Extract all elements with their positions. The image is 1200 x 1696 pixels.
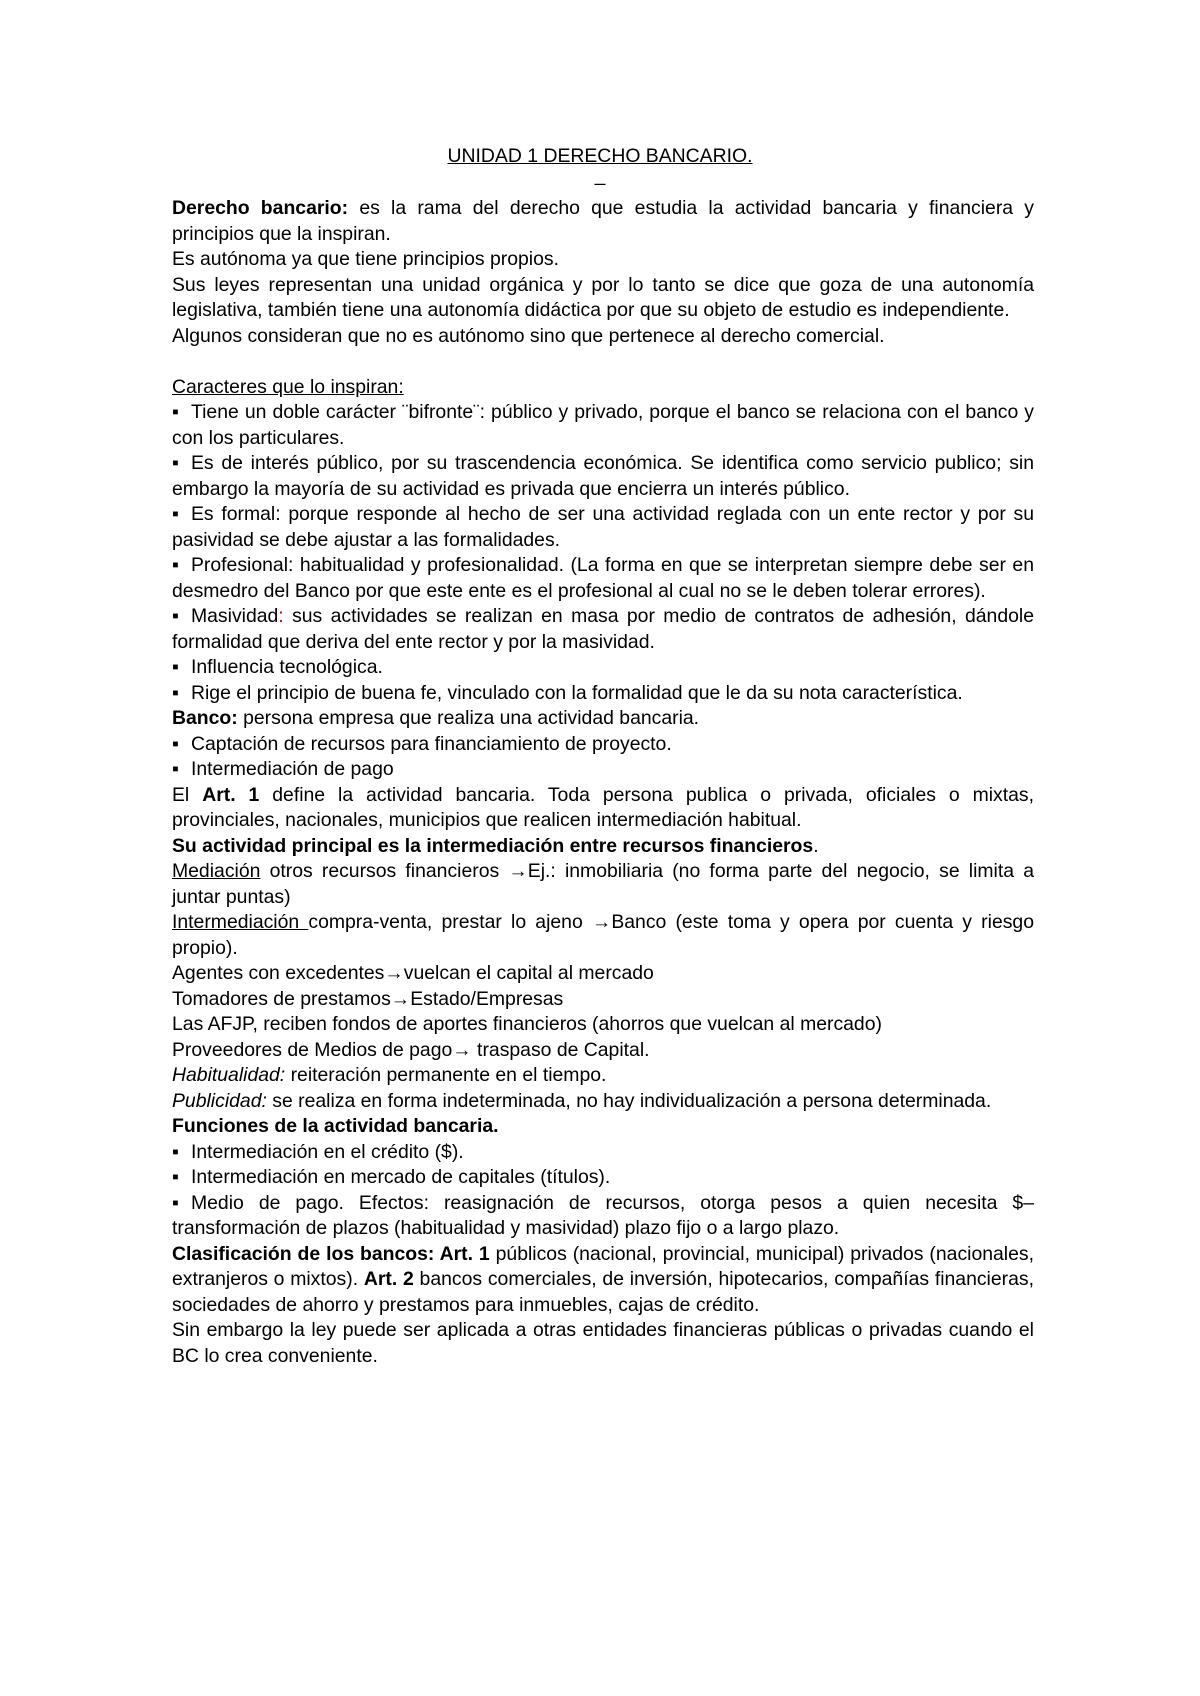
publicidad-line: Publicidad: se realiza en forma indeterminada, no hay individualización a persona determinada.	[172, 1089, 992, 1112]
list-item: ▪ Intermediación en el crédito ($).	[172, 1140, 1034, 1166]
list-item: ▪ Intermediación en mercado de capitales (títulos).	[172, 1165, 1034, 1191]
art1-paragraph: El Art. 1 define la actividad bancaria. Toda persona publica o privada, oficiales o mixtas, provinciales, nacionales, municipios que realicen intermediación habitual.	[172, 783, 1034, 831]
square-bullet-icon: ▪	[172, 681, 179, 704]
list-item: ▪ Es formal: porque responde al hecho de ser una actividad reglada con un ente rector y por su pasividad se debe ajustar a las formalidades.	[172, 503, 1034, 551]
list-item: ▪ Masividad: sus actividades se realizan en masa por medio de contratos de adhesión, dándole formalidad que deriva del ente rector y por la masividad.	[172, 605, 1034, 653]
title-subject: DERECHO BANCARIO.	[543, 145, 753, 167]
principal-statement: Su actividad principal es la intermediación entre recursos financieros.	[172, 834, 819, 857]
intermediacion-paragraph: Intermediación compra-venta, prestar lo ajeno →Banco (este toma y opera por cuenta y riesgo propio).	[172, 911, 1034, 959]
final-paragraph: Sin embargo la ley puede ser aplicada a otras entidades financieras públicas o privadas cuando el BC lo crea conveniente.	[172, 1319, 1034, 1367]
list-item: ▪ Es de interés público, por su trascendencia económica. Se identifica como servicio publico; sin embargo la mayoría de su actividad es privada que encierra un interés público.	[172, 452, 1034, 500]
list-item: ▪ Rige el principio de buena fe, vinculado con la formalidad que le da su nota característica.	[172, 681, 1034, 707]
arrow-right-icon: →	[508, 860, 528, 882]
banco-term: Banco:	[172, 707, 238, 729]
square-bullet-icon: ▪	[172, 1140, 179, 1163]
arrow-right-icon: →	[390, 987, 411, 1010]
square-bullet-icon: ▪	[172, 503, 179, 525]
square-bullet-icon: ▪	[172, 554, 179, 576]
habitualidad-line: Habitualidad: reiteración permanente en el tiempo.	[172, 1064, 607, 1086]
list-item: ▪ Intermediación de pago	[172, 757, 1034, 783]
agentes-line: Agentes con excedentes→vuelcan el capital al mercado	[172, 962, 654, 984]
proveedores-line: Proveedores de Medios de pago→ traspaso de Capital.	[172, 1038, 650, 1061]
list-item: ▪ Tiene un doble carácter ¨bifronte¨: público y privado, porque el banco se relaciona con el banco y con los particulares.	[172, 401, 1034, 449]
intro-paragraph: Derecho bancario: es la rama del derecho que estudia la actividad bancaria y financiera y principios que la inspiran.	[172, 197, 1034, 245]
list-item: ▪ Captación de recursos para financiamiento de proyecto.	[172, 732, 1034, 758]
square-bullet-icon: ▪	[172, 1166, 179, 1188]
title-unit: UNIDAD 1	[447, 145, 539, 167]
square-bullet-icon: ▪	[172, 758, 179, 780]
square-bullet-icon: ▪	[172, 1191, 179, 1214]
tomadores-line: Tomadores de prestamos→Estado/Empresas	[172, 987, 564, 1010]
title-dash: _	[594, 165, 606, 186]
list-item: ▪ Medio de pago. Efectos: reasignación de recursos, otorga pesos a quien necesita $– transformación de plazos (habitualidad y masividad) plazo fijo o a largo plazo.	[172, 1191, 1034, 1239]
intro-line-3: Sus leyes representan una unidad orgánica y por lo tanto se dice que goza de una autonomía legislativa, también tiene una autonomía didáctica por que su objeto de estudio es independiente.	[172, 273, 1034, 321]
afjp-line: Las AFJP, reciben fondos de aportes financieros (ahorros que vuelcan al mercado)	[172, 1013, 882, 1035]
list-item: ▪ Profesional: habitualidad y profesionalidad. (La forma en que se interpretan siempre debe ser en desmedro del Banco por que este ente es el profesional al cual no se le deben tolerar errores).	[172, 554, 1034, 602]
spacer	[172, 349, 1034, 375]
clasificacion-paragraph: Clasificación de los bancos: Art. 1 públicos (nacional, provincial, municipal) privados (nacionales, extranjeros o mixtos). Art. 2 bancos comerciales, de inversión, hipotecarios, compañías financieras, sociedades de ahorro y prestamos para inmuebles, cajas de crédito.	[172, 1242, 1034, 1316]
mediacion-paragraph: Mediación otros recursos financieros →Ej.: inmobiliaria (no forma parte del negocio, se limita a juntar puntas)	[172, 860, 1034, 908]
intro-line-2: Es autónoma ya que tiene principios propios.	[172, 248, 559, 270]
square-bullet-icon: ▪	[172, 732, 179, 755]
funciones-heading: Funciones de la actividad bancaria.	[172, 1115, 499, 1137]
list-item: ▪ Influencia tecnológica.	[172, 655, 1034, 681]
intro-line-4: Algunos consideran que no es autónomo sino que pertenece al derecho comercial.	[172, 324, 885, 347]
arrow-right-icon: →	[452, 1038, 472, 1061]
arrow-right-icon: →	[591, 911, 612, 933]
banco-paragraph: Banco: persona empresa que realiza una actividad bancaria.	[172, 707, 700, 729]
square-bullet-icon: ▪	[172, 401, 179, 423]
square-bullet-icon: ▪	[172, 656, 179, 678]
document-body	[172, 196, 1034, 1369]
square-bullet-icon: ▪	[172, 452, 179, 474]
intro-term: Derecho bancario:	[172, 197, 349, 219]
arrow-right-icon: →	[384, 962, 404, 984]
caracteres-heading: Caracteres que lo inspiran:	[172, 375, 404, 398]
square-bullet-icon: ▪	[172, 605, 179, 627]
